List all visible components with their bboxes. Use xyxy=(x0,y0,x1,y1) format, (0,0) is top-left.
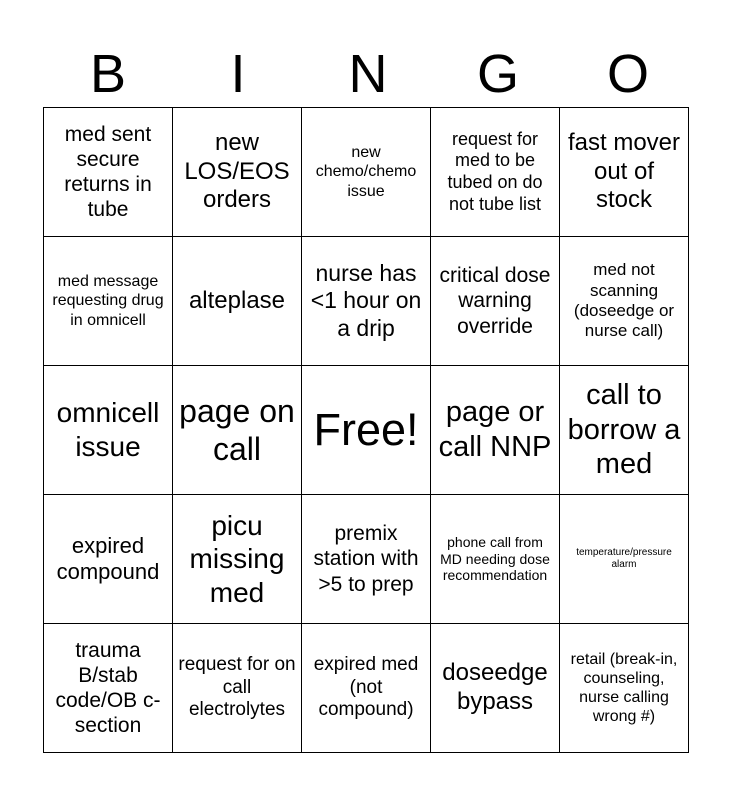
bingo-board xyxy=(43,107,689,753)
board-row xyxy=(44,624,689,753)
bingo-cell[interactable]: call to borrow a med xyxy=(560,366,689,495)
bingo-cell[interactable]: omnicell issue xyxy=(44,366,173,495)
header-letter-n: N xyxy=(348,44,388,104)
free-space[interactable]: Free! xyxy=(302,366,431,495)
header-letter-b: B xyxy=(89,44,127,104)
bingo-header xyxy=(43,44,693,104)
bingo-cell[interactable]: trauma B/stab code/OB c-section xyxy=(44,624,173,753)
bingo-cell[interactable]: expired compound xyxy=(44,495,173,624)
bingo-cell[interactable]: doseedge bypass xyxy=(431,624,560,753)
bingo-cell[interactable]: request for on call electrolytes xyxy=(173,624,302,753)
bingo-cell[interactable]: page or call NNP xyxy=(431,366,560,495)
bingo-cell[interactable]: page on call xyxy=(173,366,302,495)
bingo-cell[interactable]: temperature/pressure alarm xyxy=(560,495,689,624)
bingo-cell[interactable]: med sent secure returns in tube xyxy=(44,108,173,237)
bingo-cell[interactable]: picu missing med xyxy=(173,495,302,624)
board-row xyxy=(44,366,689,495)
bingo-cell[interactable]: critical dose warning override xyxy=(431,237,560,366)
bingo-cell[interactable]: expired med (not compound) xyxy=(302,624,431,753)
bingo-cell[interactable]: request for med to be tubed on do not tube list xyxy=(431,108,560,237)
bingo-cell[interactable]: fast mover out of stock xyxy=(560,108,689,237)
bingo-cell[interactable]: med not scanning (doseedge or nurse call) xyxy=(560,237,689,366)
bingo-cell[interactable]: premix station with >5 to prep xyxy=(302,495,431,624)
bingo-cell[interactable]: nurse has <1 hour on a drip xyxy=(302,237,431,366)
bingo-cell[interactable]: new LOS/EOS orders xyxy=(173,108,302,237)
bingo-cell[interactable]: med message requesting drug in omnicell xyxy=(44,237,173,366)
header-letter-g: G xyxy=(476,44,519,104)
bingo-cell[interactable]: alteplase xyxy=(173,237,302,366)
bingo-cell[interactable]: phone call from MD needing dose recommendation xyxy=(431,495,560,624)
bingo-cell[interactable]: retail (break-in, counseling, nurse calling wrong #) xyxy=(560,624,689,753)
header-letter-o: O xyxy=(606,44,649,104)
board-row xyxy=(44,237,689,366)
header-letter-i: I xyxy=(230,44,246,104)
board-row xyxy=(44,495,689,624)
bingo-cell[interactable]: new chemo/chemo issue xyxy=(302,108,431,237)
board-row xyxy=(44,108,689,237)
